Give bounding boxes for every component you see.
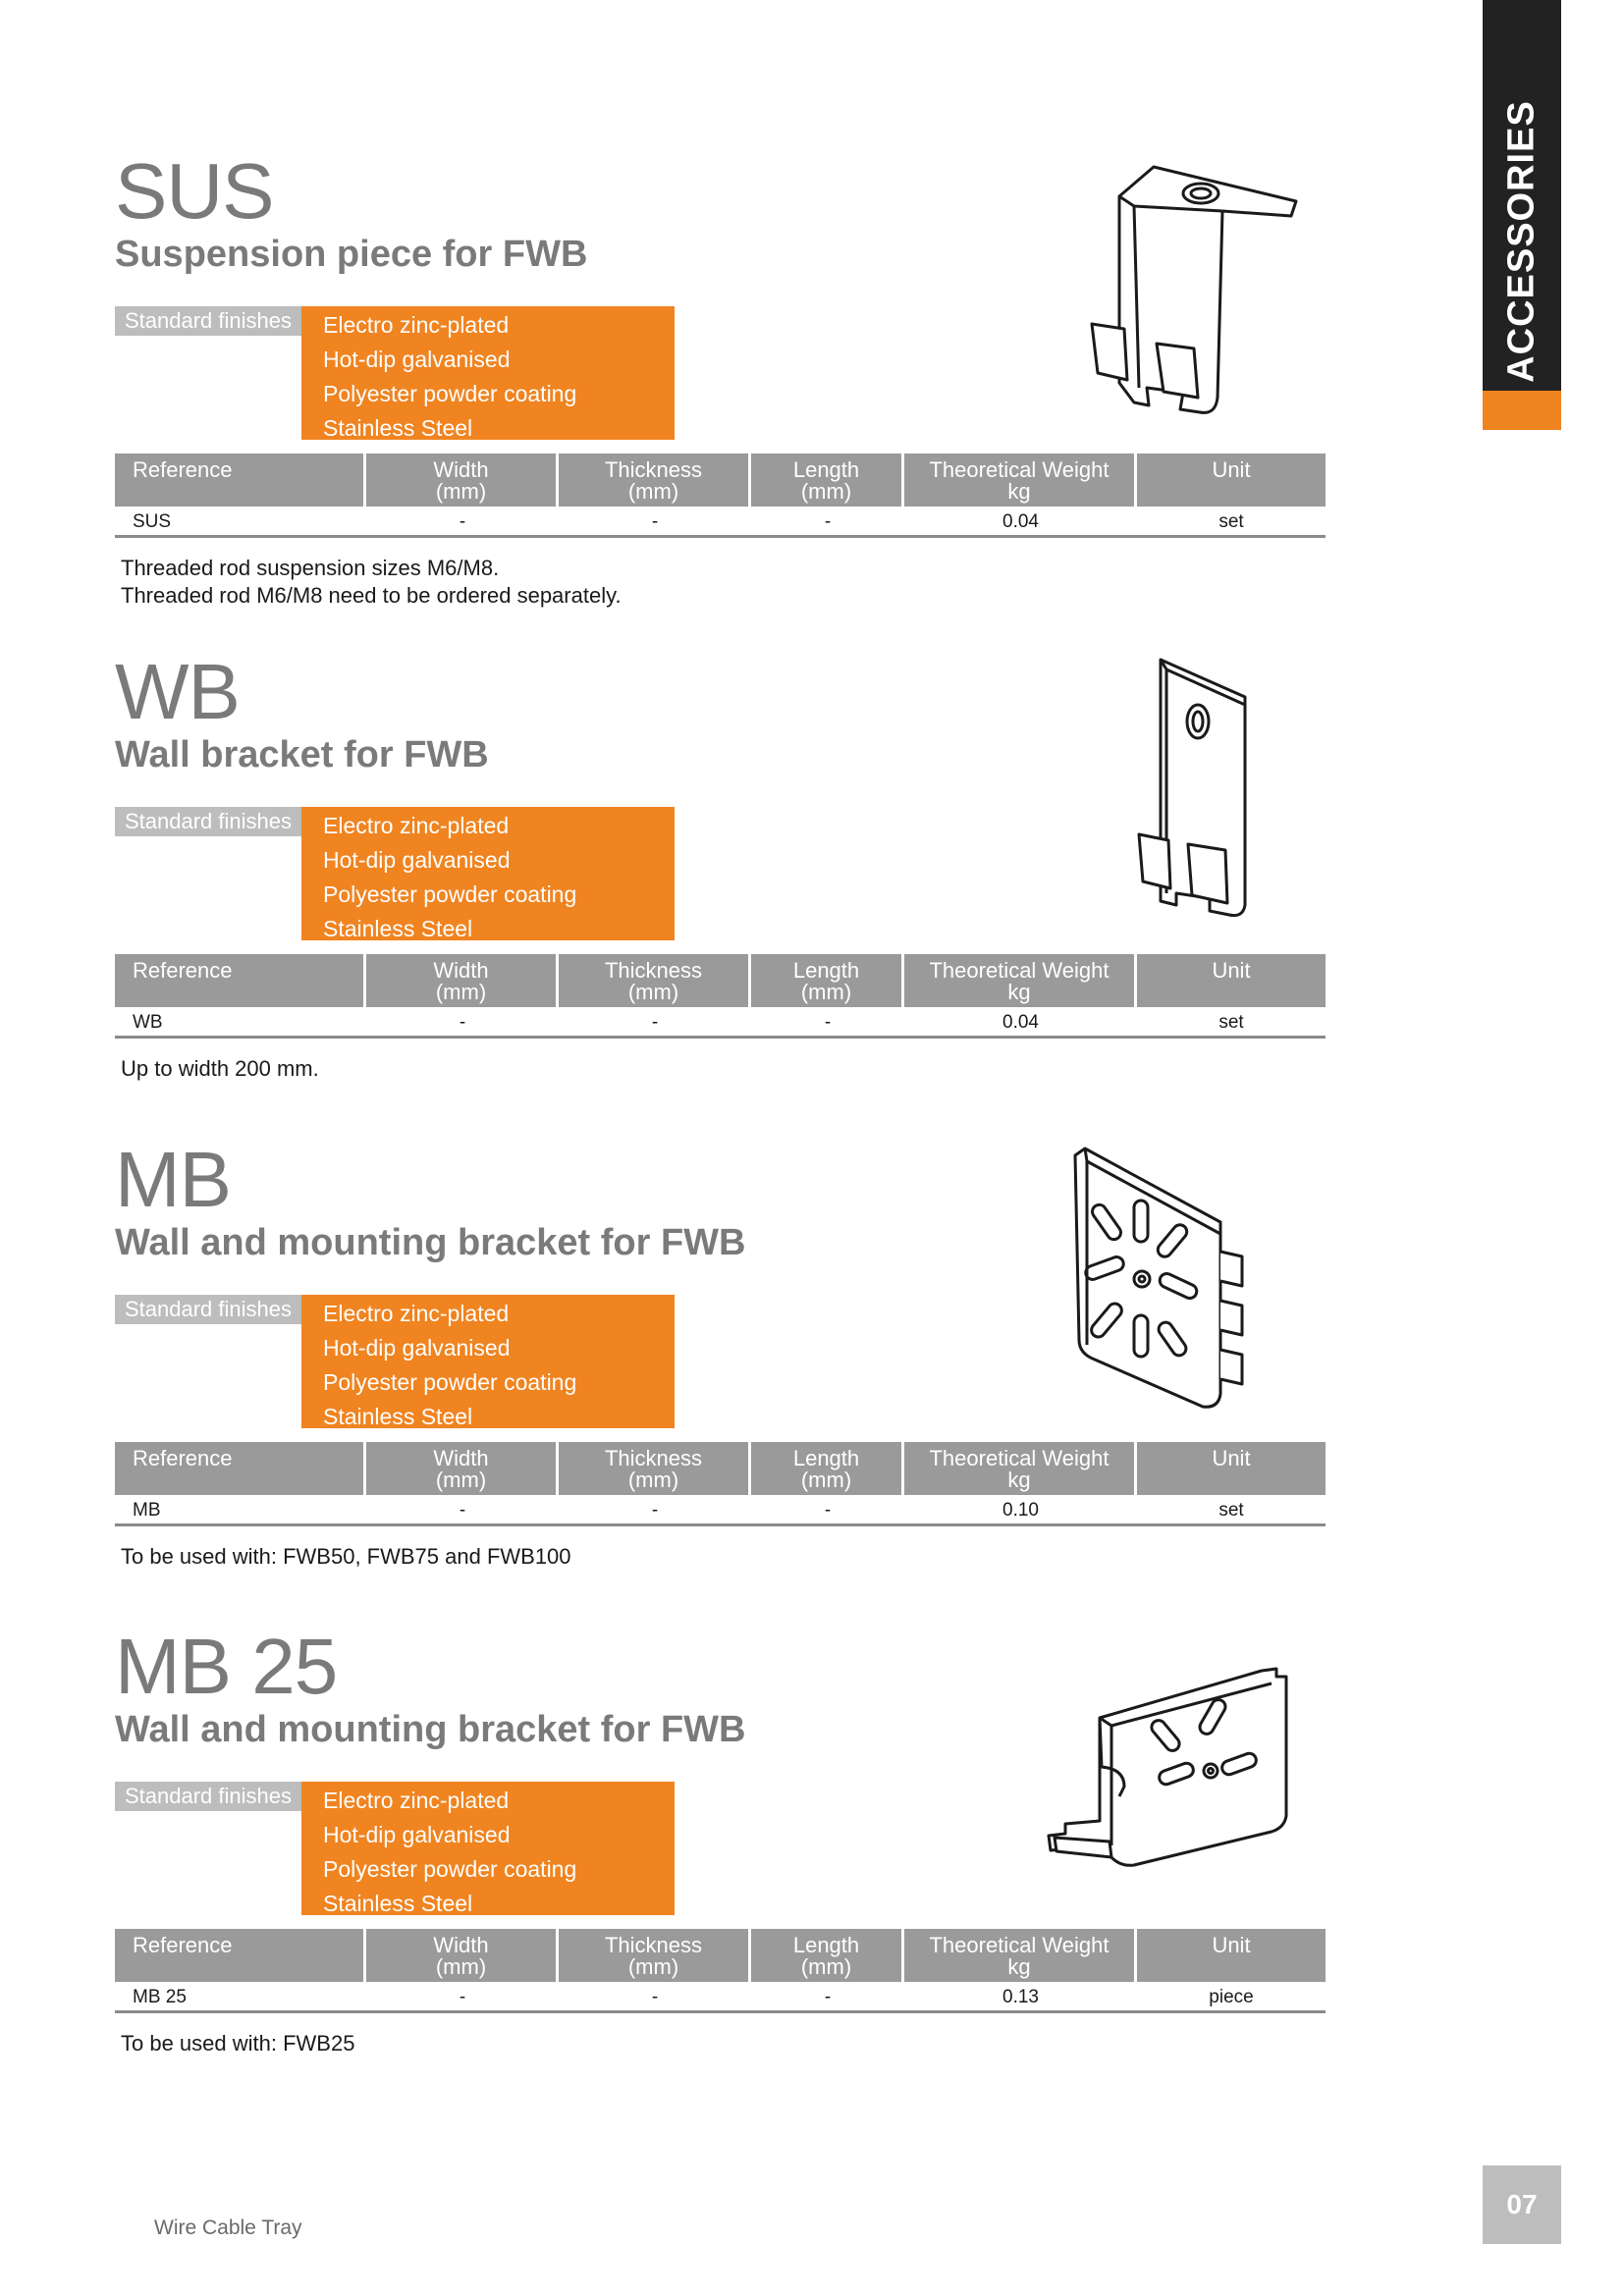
- cell-thickness: -: [651, 1500, 659, 1521]
- header-thickness: [559, 1442, 751, 1495]
- header-width: [366, 454, 559, 507]
- header-reference: Reference: [115, 1929, 366, 1982]
- product-subtitle: Wall and mounting bracket for FWB: [115, 1709, 746, 1750]
- finish-item: Electro zinc-plated: [323, 312, 510, 338]
- cell-length: -: [824, 1987, 832, 2007]
- header-reference: Reference: [115, 954, 366, 1007]
- cell-length: -: [824, 511, 832, 532]
- header-weight-line2: kg: [1007, 479, 1031, 504]
- table-row: [115, 1007, 1326, 1039]
- table-row: [115, 1982, 1326, 2013]
- product-subtitle: Wall bracket for FWB: [115, 734, 489, 775]
- header-length: [751, 954, 904, 1007]
- header-length-line1: Length: [792, 457, 860, 482]
- header-length-line1: Length: [792, 1446, 860, 1470]
- finishes-box: [301, 807, 675, 940]
- spec-table: [115, 454, 1326, 538]
- product-code: SUS: [115, 147, 274, 235]
- header-width-line1: Width: [433, 457, 489, 482]
- header-weight: [904, 954, 1137, 1007]
- header-weight-line2: kg: [1007, 980, 1031, 1004]
- cell-width: -: [459, 1987, 466, 2007]
- finishes-label: Standard finishes: [115, 1782, 301, 1811]
- finish-item: Polyester powder coating: [323, 1856, 577, 1882]
- cell-length: -: [824, 1500, 832, 1521]
- page-number: 07: [1506, 2189, 1538, 2219]
- header-width-line2: (mm): [435, 479, 487, 504]
- cell-thickness: -: [651, 511, 659, 532]
- finish-item: Polyester powder coating: [323, 881, 577, 907]
- header-length-line2: (mm): [800, 1468, 852, 1492]
- spec-table-header: [115, 954, 1326, 1007]
- header-width-line2: (mm): [435, 1468, 487, 1492]
- finishes-label: Standard finishes: [115, 1295, 301, 1324]
- cell-reference: WB: [133, 1012, 163, 1033]
- cell-weight: 0.10: [1002, 1500, 1039, 1521]
- header-thickness-line2: (mm): [627, 1468, 679, 1492]
- cell-weight: 0.04: [1002, 511, 1039, 532]
- note-line: To be used with: FWB50, FWB75 and FWB100: [121, 1544, 571, 1569]
- product-subtitle: Wall and mounting bracket for FWB: [115, 1222, 746, 1263]
- header-width-line1: Width: [433, 1446, 489, 1470]
- note-line: Threaded rod suspension sizes M6/M8.: [121, 556, 500, 580]
- finish-item: Hot-dip galvanised: [323, 1822, 511, 1847]
- spec-table: [115, 954, 1326, 1039]
- header-weight-line1: Theoretical Weight: [929, 958, 1110, 983]
- note-line: To be used with: FWB25: [121, 2031, 355, 2056]
- spec-table: [115, 1442, 1326, 1526]
- cell-unit: set: [1218, 511, 1244, 532]
- page-number-box: [1483, 2165, 1561, 2244]
- cell-unit: set: [1218, 1012, 1244, 1033]
- header-thickness-line2: (mm): [627, 1954, 679, 1979]
- header-thickness: [559, 1929, 751, 1982]
- finish-item: Electro zinc-plated: [323, 813, 510, 838]
- product-notes: [121, 1055, 319, 1083]
- finish-item: Polyester powder coating: [323, 1369, 577, 1395]
- header-weight-line1: Theoretical Weight: [929, 1446, 1110, 1470]
- finishes-label: Standard finishes: [115, 306, 301, 336]
- header-thickness-line1: Thickness: [604, 958, 703, 983]
- header-thickness: [559, 954, 751, 1007]
- cell-thickness: -: [651, 1987, 659, 2007]
- header-width: [366, 954, 559, 1007]
- header-thickness-line2: (mm): [627, 980, 679, 1004]
- finish-item: Hot-dip galvanised: [323, 847, 511, 873]
- header-weight: [904, 1929, 1137, 1982]
- sus-bracket-illustration: [1070, 152, 1335, 427]
- header-reference: Reference: [115, 454, 366, 507]
- spec-table-header: [115, 1929, 1326, 1982]
- header-length-line2: (mm): [800, 1954, 852, 1979]
- product-code: MB: [115, 1136, 231, 1223]
- cell-unit: piece: [1209, 1987, 1254, 2007]
- finish-item: Hot-dip galvanised: [323, 1335, 511, 1361]
- product-code: MB 25: [115, 1623, 338, 1710]
- mb-bracket-illustration: [1065, 1144, 1262, 1418]
- table-row: [115, 1495, 1326, 1526]
- product-notes: [121, 555, 622, 610]
- header-thickness-line1: Thickness: [604, 1446, 703, 1470]
- mb25-bracket-illustration: [1041, 1649, 1296, 1885]
- header-length: [751, 454, 904, 507]
- footer-text: Wire Cable Tray: [154, 2216, 302, 2239]
- finish-item: Stainless Steel: [323, 1891, 473, 1916]
- header-length-line2: (mm): [800, 980, 852, 1004]
- finishes-box: [301, 306, 675, 440]
- header-weight: [904, 1442, 1137, 1495]
- finish-item: Electro zinc-plated: [323, 1788, 510, 1813]
- header-length: [751, 1929, 904, 1982]
- finishes-box: [301, 1295, 675, 1428]
- spec-table-header: [115, 1442, 1326, 1495]
- cell-unit: set: [1218, 1500, 1244, 1521]
- note-line: Up to width 200 mm.: [121, 1056, 319, 1081]
- header-thickness-line1: Thickness: [604, 457, 703, 482]
- side-tab-label: ACCESSORIES: [1500, 100, 1543, 383]
- cell-weight: 0.04: [1002, 1012, 1039, 1033]
- header-weight-line1: Theoretical Weight: [929, 457, 1110, 482]
- cell-reference: MB 25: [133, 1987, 187, 2007]
- header-length-line1: Length: [792, 1933, 860, 1957]
- finish-item: Electro zinc-plated: [323, 1301, 510, 1326]
- spec-table-header: [115, 454, 1326, 507]
- finish-item: Polyester powder coating: [323, 381, 577, 406]
- table-row: [115, 507, 1326, 538]
- header-width-line1: Width: [433, 1933, 489, 1957]
- header-length-line2: (mm): [800, 479, 852, 504]
- header-width-line1: Width: [433, 958, 489, 983]
- header-length-line1: Length: [792, 958, 860, 983]
- side-tab-accent: [1483, 391, 1561, 430]
- header-thickness: [559, 454, 751, 507]
- product-notes: [121, 1543, 571, 1571]
- finishes-label: Standard finishes: [115, 807, 301, 836]
- product-notes: [121, 2030, 354, 2057]
- cell-reference: SUS: [133, 511, 172, 532]
- header-unit: Unit: [1137, 454, 1326, 507]
- finish-item: Stainless Steel: [323, 1404, 473, 1429]
- product-code: WB: [115, 648, 240, 735]
- header-reference: Reference: [115, 1442, 366, 1495]
- header-width: [366, 1929, 559, 1982]
- header-weight-line1: Theoretical Weight: [929, 1933, 1110, 1957]
- header-thickness-line1: Thickness: [604, 1933, 703, 1957]
- cell-reference: MB: [133, 1500, 161, 1521]
- cell-width: -: [459, 511, 466, 532]
- header-weight-line2: kg: [1007, 1954, 1031, 1979]
- finish-item: Stainless Steel: [323, 415, 473, 441]
- header-width-line2: (mm): [435, 980, 487, 1004]
- header-length: [751, 1442, 904, 1495]
- header-weight-line2: kg: [1007, 1468, 1031, 1492]
- cell-width: -: [459, 1500, 466, 1521]
- finish-item: Stainless Steel: [323, 916, 473, 941]
- cell-length: -: [824, 1012, 832, 1033]
- header-unit: Unit: [1137, 1929, 1326, 1982]
- header-unit: Unit: [1137, 954, 1326, 1007]
- wb-bracket-illustration: [1119, 648, 1257, 923]
- header-unit: Unit: [1137, 1442, 1326, 1495]
- header-width: [366, 1442, 559, 1495]
- header-width-line2: (mm): [435, 1954, 487, 1979]
- cell-thickness: -: [651, 1012, 659, 1033]
- header-thickness-line2: (mm): [627, 479, 679, 504]
- cell-width: -: [459, 1012, 466, 1033]
- finish-item: Hot-dip galvanised: [323, 347, 511, 372]
- product-subtitle: Suspension piece for FWB: [115, 234, 588, 275]
- note-line: Threaded rod M6/M8 need to be ordered separately.: [121, 583, 622, 608]
- finishes-box: [301, 1782, 675, 1915]
- spec-table: [115, 1929, 1326, 2013]
- cell-weight: 0.13: [1002, 1987, 1039, 2007]
- header-weight: [904, 454, 1137, 507]
